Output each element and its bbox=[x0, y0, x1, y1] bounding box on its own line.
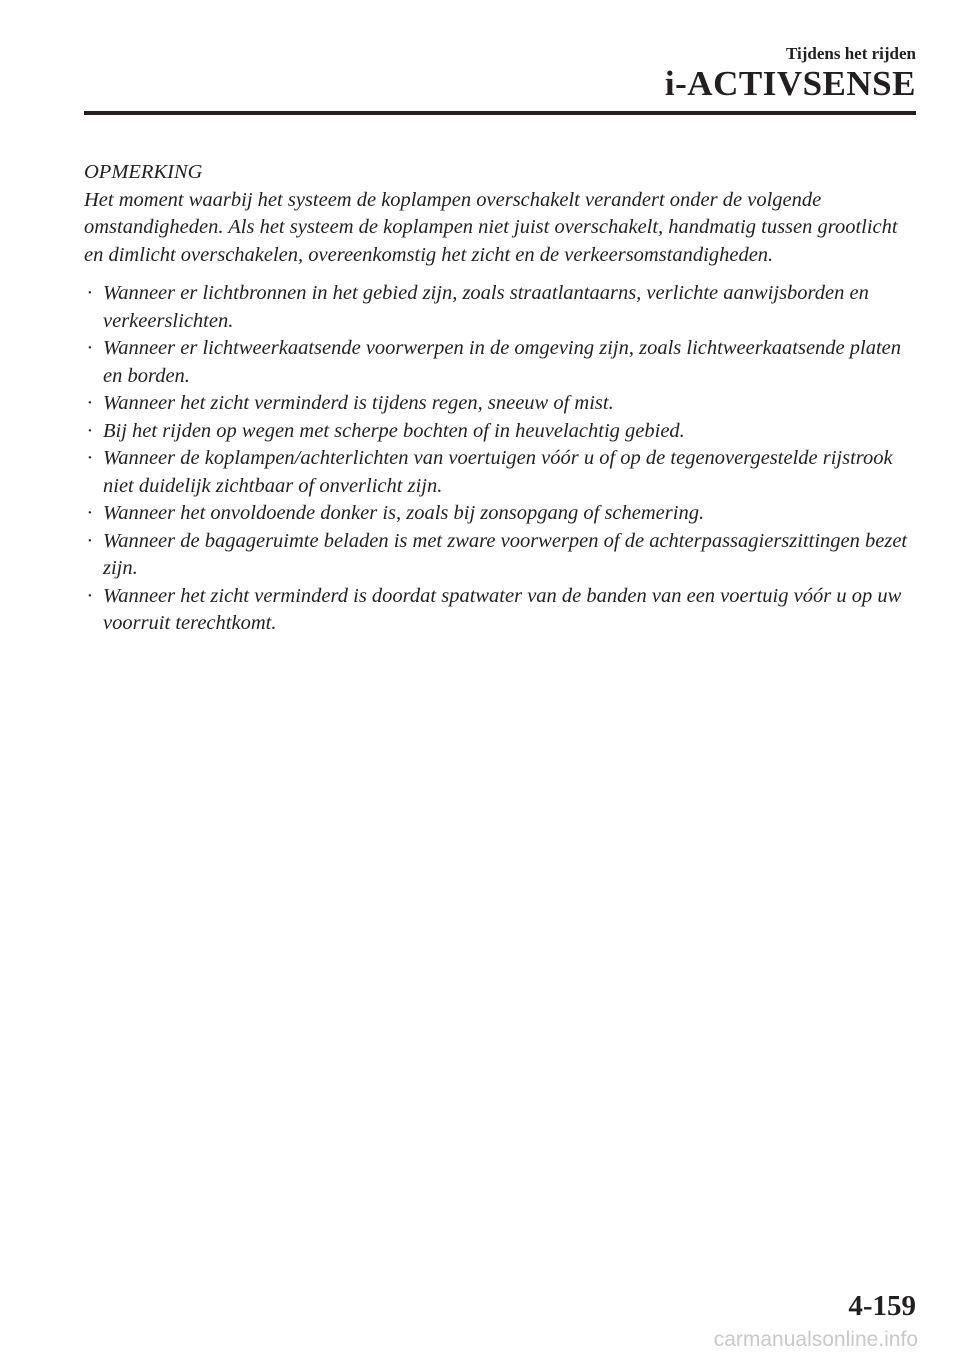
list-item-text: Wanneer het onvoldoende donker is, zoals bij zonsopgang of schemering. bbox=[103, 502, 705, 524]
list-item bbox=[84, 418, 920, 446]
list-item bbox=[84, 335, 920, 390]
page-number: 4-159 bbox=[848, 1290, 916, 1322]
list-item-text: Wanneer er lichtweerkaatsende voorwerpen in de omgeving zijn, zoals lichtweerkaatsende platen en borden. bbox=[103, 337, 902, 387]
list-item-text: Wanneer er lichtbronnen in het gebied zijn, zoals straatlantaarns, verlichte aanwijsborden en verkeerslichten. bbox=[103, 282, 869, 332]
list-item bbox=[84, 445, 920, 500]
list-item bbox=[84, 280, 920, 335]
bullet-icon: · bbox=[87, 419, 93, 442]
bullet-icon: · bbox=[87, 282, 93, 304]
list-item bbox=[84, 583, 920, 638]
bullet-icon: · bbox=[87, 584, 93, 607]
list-item bbox=[84, 528, 920, 583]
chapter-title: i-ACTIVSENSE bbox=[664, 64, 916, 103]
bullet-list bbox=[84, 280, 920, 638]
page-header bbox=[665, 44, 916, 104]
note-heading: OPMERKING bbox=[84, 161, 203, 183]
list-item-text: Bij het rijden op wegen met scherpe bochten of in heuvelachtig gebied. bbox=[103, 419, 685, 442]
list-item bbox=[84, 500, 920, 528]
section-label: Tijdens het rijden bbox=[785, 44, 916, 63]
list-item-text: Wanneer het zicht verminderd is tijdens regen, sneeuw of mist. bbox=[103, 392, 614, 414]
note-block bbox=[84, 159, 920, 638]
note-intro: Het moment waarbij het systeem de koplampen overschakelt verandert onder de volgende omstandigheden. Als het systeem de koplampen niet juist overschakelt, handmatig tussen grootlicht en dimlicht overschakelen, overeenkomstig het zicht en de verkeersomstandigheden. bbox=[84, 188, 898, 266]
bullet-icon: · bbox=[87, 529, 93, 552]
bullet-icon: · bbox=[87, 447, 93, 469]
header-rule bbox=[84, 111, 916, 115]
bullet-icon: · bbox=[87, 502, 93, 524]
list-item-text: Wanneer de koplampen/achterlichten van voertuigen vóór u of op de tegenovergestelde rijstrook niet duidelijk zichtbaar of onverlicht zijn. bbox=[103, 447, 893, 497]
bullet-icon: · bbox=[87, 392, 93, 414]
bullet-icon: · bbox=[87, 337, 93, 359]
list-item-text: Wanneer het zicht verminderd is doordat spatwater van de banden van een voertuig vóór u op uw voorruit terechtkomt. bbox=[103, 584, 902, 634]
watermark: carmanualsonline.info bbox=[713, 1328, 918, 1351]
list-item-text: Wanneer de bagageruimte beladen is met zware voorwerpen of de achterpassagierszittingen bezet zijn. bbox=[103, 529, 908, 579]
list-item bbox=[84, 390, 920, 418]
